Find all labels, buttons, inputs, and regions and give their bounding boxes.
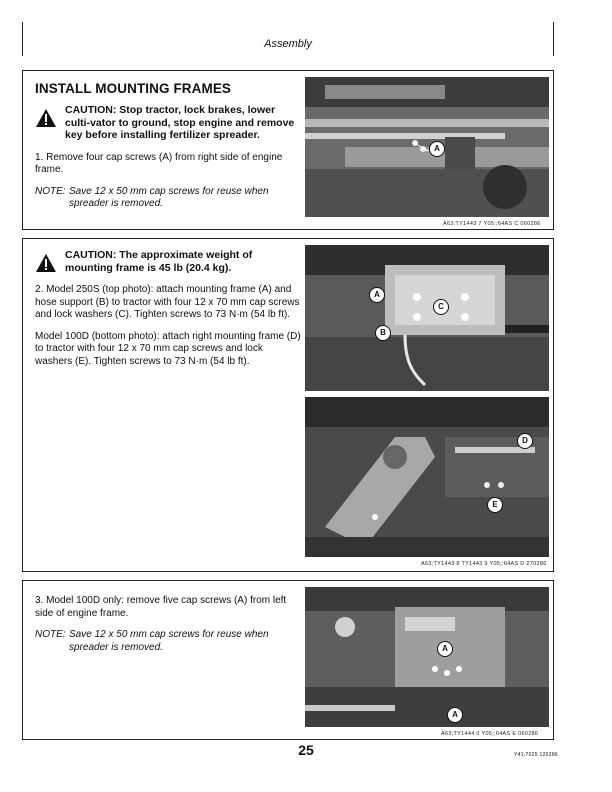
step-text: 1. Remove four cap screws (A) from right side of engine frame.	[35, 151, 283, 175]
photo-caption: A63;TY1443 7 Y05;;64AS C 060286	[443, 221, 541, 227]
note-text: Save 12 x 50 mm cap screws for reuse when spreader is removed.	[69, 185, 269, 209]
callout-e: E	[487, 497, 503, 513]
callout-b: B	[375, 325, 391, 341]
step-1-panel	[22, 70, 554, 230]
footer-code: Y41;7025 120286	[514, 752, 558, 758]
callout-a-lower: A	[447, 707, 463, 723]
step-3-text	[35, 595, 301, 654]
caution-block	[35, 249, 301, 274]
step-2-text	[35, 249, 301, 377]
model-100d-photo	[305, 397, 549, 557]
callout-d: D	[517, 433, 533, 449]
callout-a: A	[369, 287, 385, 303]
caution-text: CAUTION: The approximate weight of mounting frame is 45 lb (20.4 kg).	[65, 249, 253, 274]
warning-icon	[35, 253, 57, 273]
section-title: Assembly	[264, 38, 312, 50]
left-engine-frame-photo	[305, 587, 549, 727]
section-heading: INSTALL MOUNTING FRAMES	[35, 81, 232, 96]
step-text: 3. Model 100D only: remove five cap screws (A) from left side of engine frame.	[35, 595, 287, 619]
note-label: NOTE:	[35, 629, 66, 640]
step-3-panel	[22, 580, 554, 740]
header-frame	[22, 22, 554, 56]
photo-caption: A63;TY1444 0 Y05;;64AS E 060286	[441, 731, 539, 737]
note-block	[35, 629, 301, 654]
caution-text: CAUTION: Stop tractor, lock brakes, lower culti-vator to ground, stop engine and remove key before installing fertilizer spreader.	[65, 104, 295, 141]
warning-icon	[35, 108, 57, 128]
note-block	[35, 186, 301, 211]
engine-frame-photo	[305, 77, 549, 217]
step-1-text	[35, 81, 301, 211]
step-text: 2. Model 250S (top photo): attach mounting frame (A) and hose support (B) to tractor with four 12 x 70 mm cap screws and lock washers (C). Tighten screws to 73 N·m (54 lb ft).	[35, 284, 300, 320]
step-2-panel	[22, 238, 554, 572]
note-label: NOTE:	[35, 185, 66, 197]
step-text-100d: Model 100D (bottom photo): attach right mounting frame (D) to tractor with four 12 x 70 mm cap screws and lock washers (E). Tighten screws to 73 N·m (54 lb ft).	[35, 330, 301, 367]
caution-block	[35, 104, 301, 142]
note-text: Save 12 x 50 mm cap screws for reuse when spreader is removed.	[69, 629, 269, 653]
callout-a: A	[437, 641, 453, 657]
callout-c: C	[433, 299, 449, 315]
photo-caption: A63;TY1443 8 TY1443 9 Y05;;64AS D 270286	[421, 561, 547, 567]
callout-a: A	[429, 141, 445, 157]
page-number: 25	[298, 742, 314, 758]
model-250s-photo	[305, 245, 549, 391]
